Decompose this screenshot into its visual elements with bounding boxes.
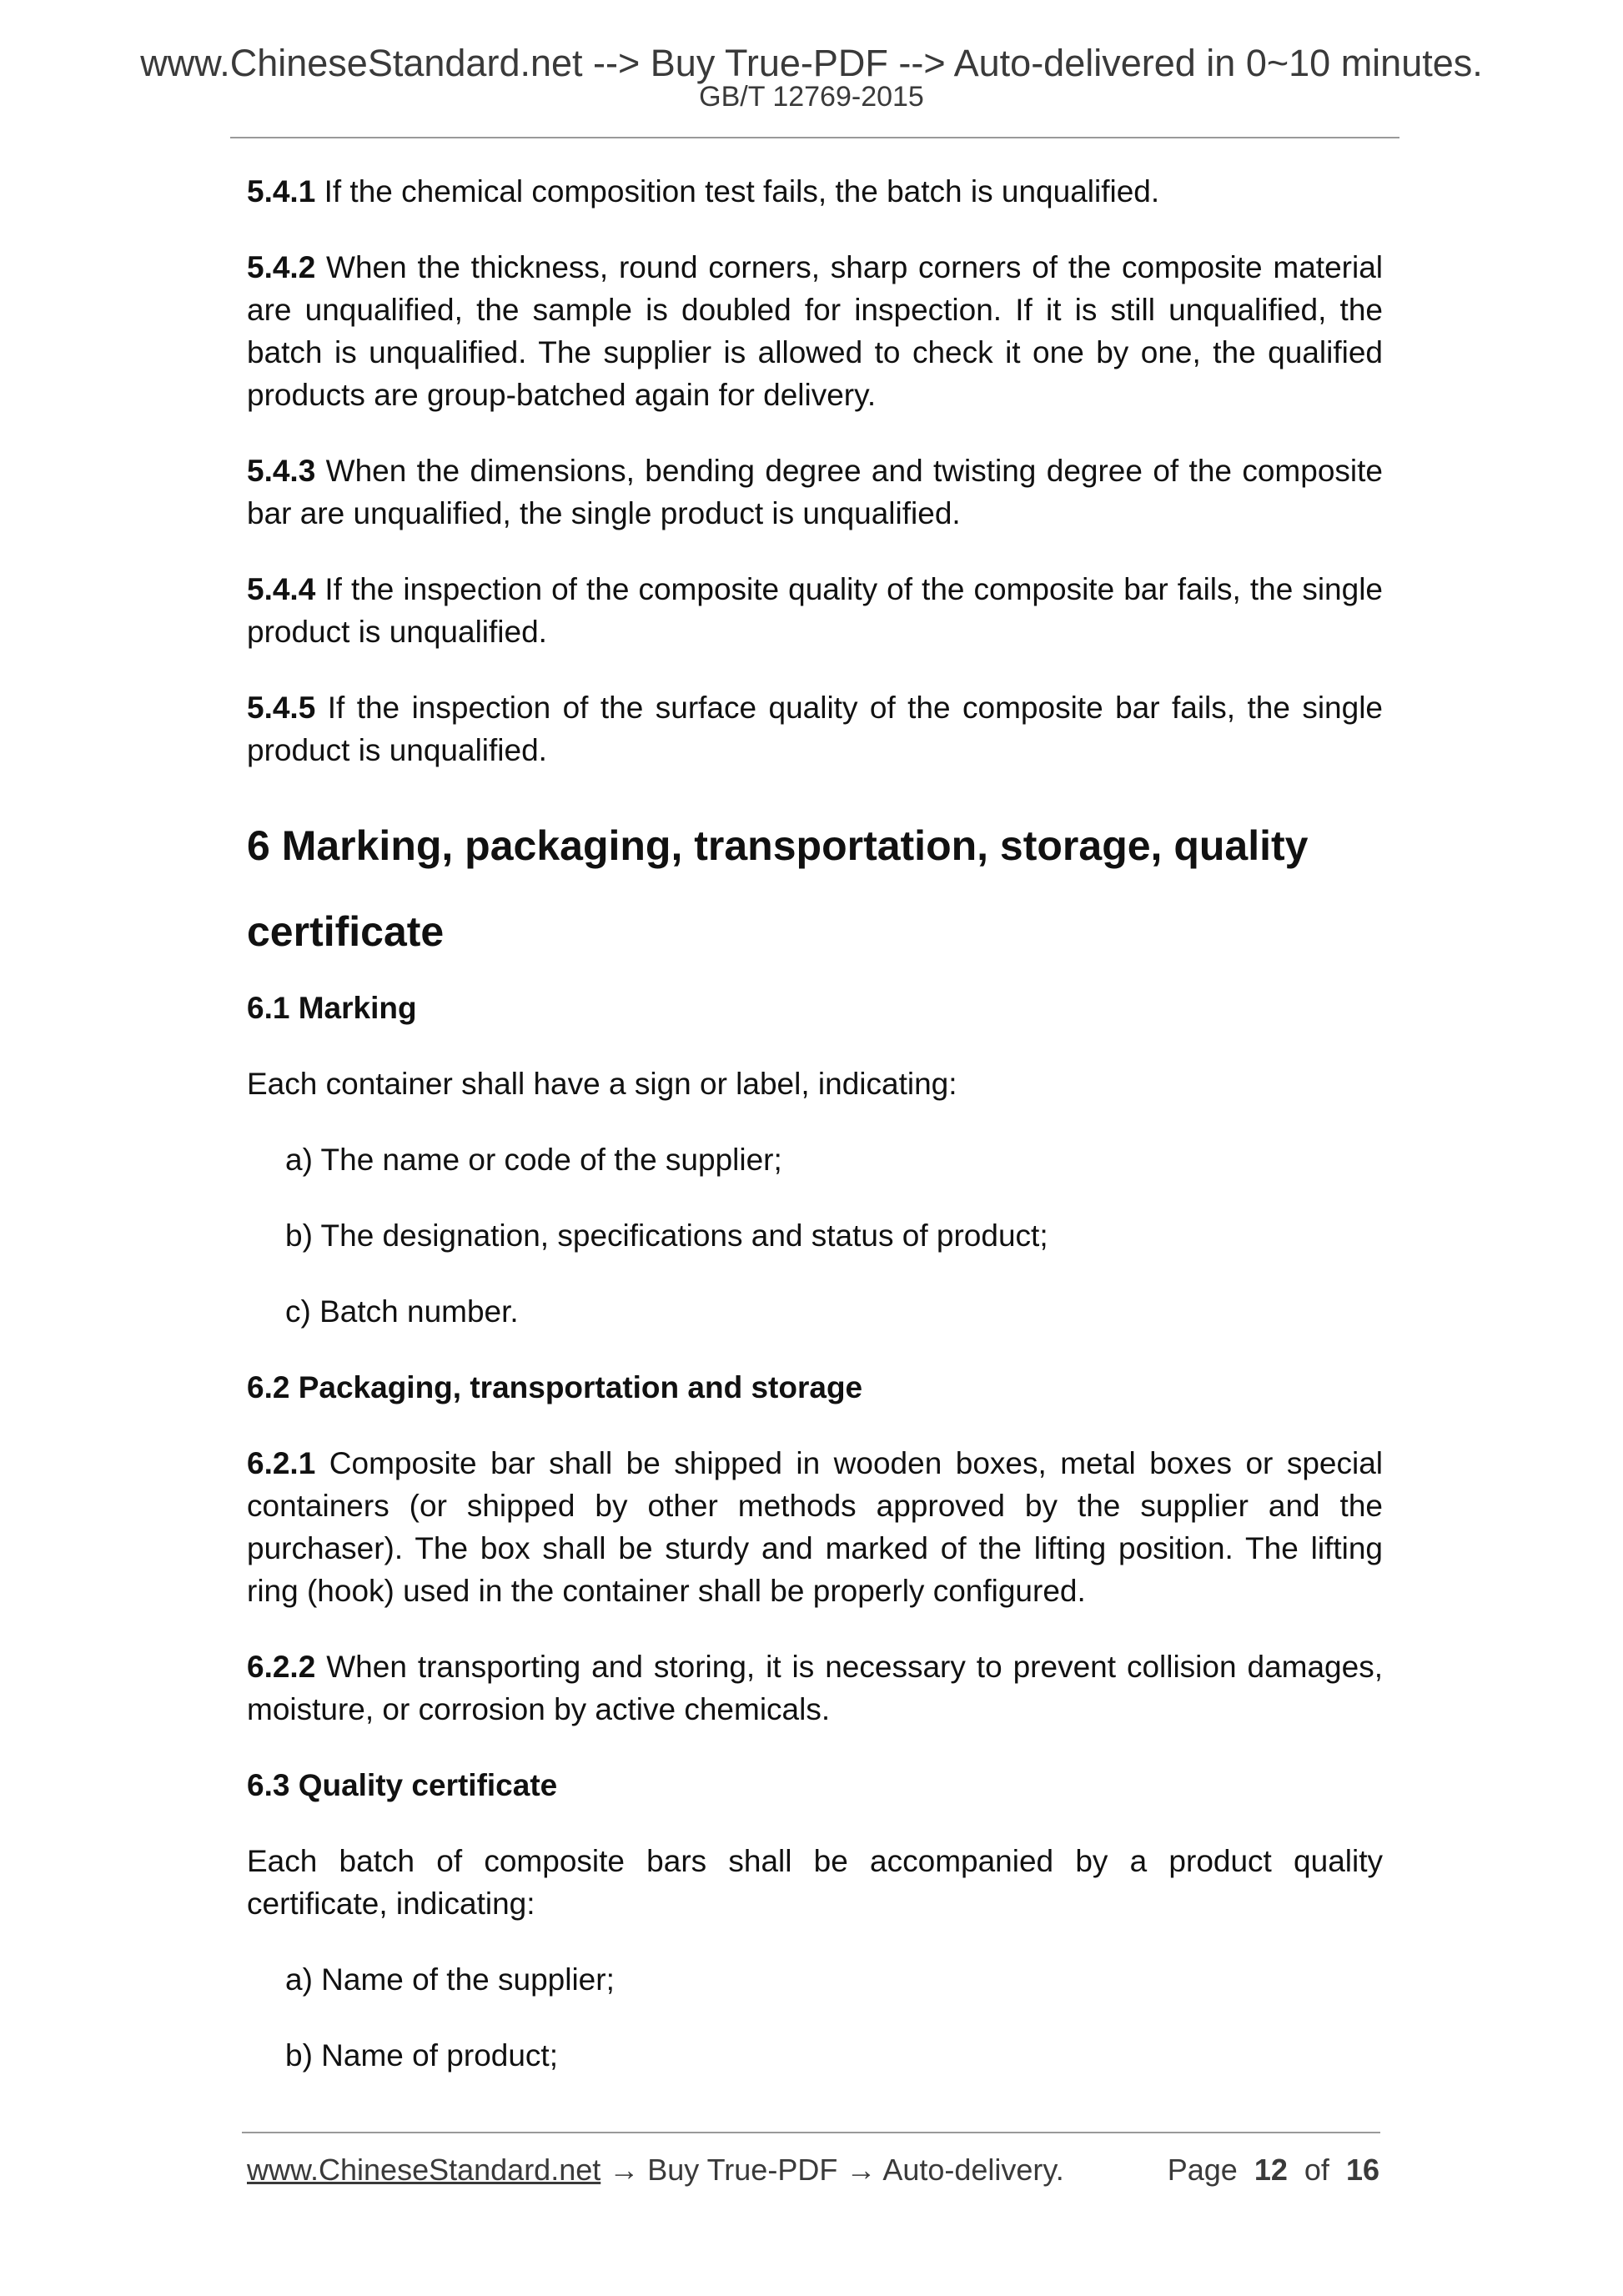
list-item: b) The designation, specifications and status of product; [285,1218,1048,1253]
page-indicator [1168,2153,1379,2188]
section-6-2-heading: 6.2 Packaging, transportation and storage [247,1370,863,1404]
clause-number: 5.4.1 [247,174,316,208]
clause-text: Composite bar shall be shipped in wooden boxes, metal boxes or special containers (or shipped by other methods approved by the supplier and the purchaser). The box shall be sturdy and marked of the lifting position. The lifting ring (hook) used in the container shall be properly configured. [247,1446,1383,1608]
clause-5-4-1 [247,170,1383,213]
document-body [247,170,1383,2110]
clause-6-2-2 [247,1645,1383,1731]
page-total: 16 [1345,2153,1379,2187]
clause-5-4-3 [247,450,1383,535]
clause-text: When the thickness, round corners, sharp corners of the composite material are unqualified, the sample is doubled for inspection. If it is still unqualified, the batch is unqualified. The supplier is allowed to check it one by one, the qualified products are group-batched again for delivery. [247,250,1383,412]
clause-number: 5.4.3 [247,454,316,488]
clause-number: 5.4.2 [247,250,316,284]
footer-divider [242,2132,1380,2133]
section-6-heading: 6 Marking, packaging, transportation, storage, quality certificate [247,822,1309,955]
section-6-1-intro: Each container shall have a sign or label, indicating: [247,1067,957,1101]
clause-5-4-5 [247,686,1383,771]
clause-text: If the inspection of the surface quality of the composite bar fails, the single product is unqualified. [247,691,1383,767]
clause-number: 6.2.1 [247,1446,316,1480]
section-6-3-intro: Each batch of composite bars shall be accompanied by a product quality certificate, indicating: [247,1844,1383,1921]
clause-5-4-4 [247,568,1383,653]
clause-text: When the dimensions, bending degree and twisting degree of the composite bar are unqualified, the single product is unqualified. [247,454,1383,530]
header-divider [230,137,1399,138]
page-word: Page [1167,2153,1238,2187]
section-6-1-heading: 6.1 Marking [247,991,417,1025]
clause-6-2-1 [247,1442,1383,1612]
of-word: of [1304,2153,1329,2187]
list-item: b) Name of product; [285,2038,558,2072]
clause-text: If the chemical composition test fails, the batch is unqualified. [315,174,1160,208]
clause-number: 5.4.5 [247,691,316,725]
header-banner: www.ChineseStandard.net --> Buy True-PDF --> Auto-delivered in 0~10 minutes. [140,42,1483,84]
clause-text: When transporting and storing, it is necessary to prevent collision damages, moisture, or corrosion by active chemicals. [247,1650,1383,1726]
clause-number: 6.2.2 [247,1650,316,1684]
page-footer [247,2153,1379,2188]
standard-code: GB/T 12769-2015 [699,81,924,113]
list-item: a) Name of the supplier; [285,1962,615,1997]
list-item: a) The name or code of the supplier; [285,1143,782,1177]
list-item: c) Batch number. [285,1294,519,1329]
section-6-3-heading: 6.3 Quality certificate [247,1768,558,1802]
clause-5-4-2 [247,246,1383,416]
footer-tagline: → Buy True-PDF → Auto-delivery. [600,2153,1064,2187]
clause-number: 5.4.4 [247,572,316,606]
page-number: 12 [1254,2153,1288,2187]
footer-website-link[interactable]: www.ChineseStandard.net [247,2153,601,2187]
clause-text: If the inspection of the composite quality of the composite bar fails, the single product is unqualified. [247,572,1383,649]
